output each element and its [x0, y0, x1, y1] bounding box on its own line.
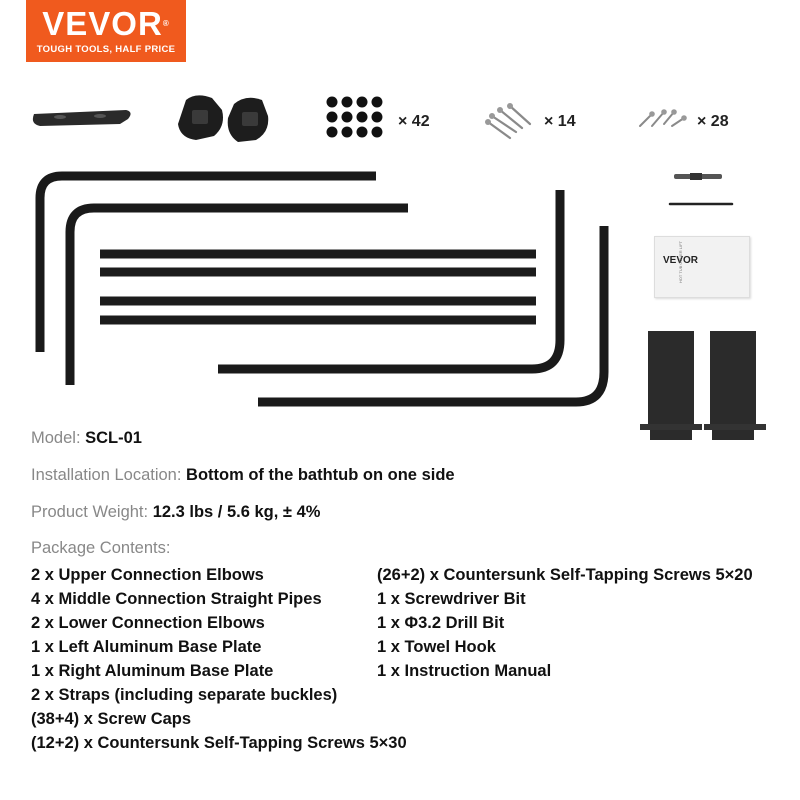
model-spec	[31, 429, 142, 448]
long-screws-image	[485, 103, 530, 138]
list-item: 2 x Straps (including separate buckles)	[31, 686, 338, 704]
list-item: 4 x Middle Connection Straight Pipes	[31, 590, 322, 608]
model-value: SCL-01	[85, 429, 142, 447]
strap-buckles-image	[178, 95, 268, 142]
contents-list-left	[31, 563, 407, 755]
list-item: 1 x Instruction Manual	[377, 662, 552, 680]
straight-pipes-image	[100, 254, 536, 320]
location-value: Bottom of the bathtub on one side	[186, 466, 455, 484]
list-item: 2 x Lower Connection Elbows	[31, 614, 265, 632]
list-item: (26+2) x Countersunk Self-Tapping Screws 5×20	[377, 566, 753, 584]
weight-value: 12.3 lbs / 5.6 kg, ± 4%	[152, 503, 321, 521]
long-screws-quantity: × 14	[544, 113, 576, 130]
weight-label: Product Weight:	[31, 503, 149, 521]
list-item: (12+2) x Countersunk Self-Tapping Screws 5×30	[31, 734, 407, 752]
screwdriver-bit-image	[674, 173, 722, 180]
logo-tagline: TOUGH TOOLS, HALF PRICE	[36, 44, 176, 55]
manual-logo: VEVOR	[663, 255, 699, 266]
model-label: Model:	[31, 429, 81, 447]
contents-list-right	[377, 563, 753, 683]
product-weight-spec	[31, 503, 320, 522]
towel-hook-image	[33, 110, 131, 126]
list-item: 1 x Right Aluminum Base Plate	[31, 662, 274, 680]
screw-caps-image	[327, 97, 383, 138]
package-contents-heading: Package Contents:	[31, 539, 171, 557]
list-item: 1 x Φ3.2 Drill Bit	[377, 614, 505, 632]
short-screws-image	[640, 109, 687, 126]
lower-elbows-image	[218, 190, 604, 402]
list-item: 1 x Screwdriver Bit	[377, 590, 526, 608]
list-item: (38+4) x Screw Caps	[31, 710, 192, 728]
screw-caps-quantity: × 42	[398, 113, 430, 130]
location-label: Installation Location:	[31, 466, 182, 484]
instruction-manual-image	[654, 236, 750, 298]
list-item: 1 x Left Aluminum Base Plate	[31, 638, 262, 656]
upper-elbows-image	[40, 176, 408, 385]
manual-title: HOT TUB COVER LIFT	[678, 241, 683, 284]
short-screws-quantity: × 28	[697, 113, 729, 130]
left-base-plate-image	[640, 331, 702, 440]
logo-trademark: ®	[162, 19, 170, 28]
list-item: 1 x Towel Hook	[377, 638, 496, 656]
logo-brand: VEVOR	[42, 5, 163, 42]
installation-location-spec	[31, 466, 455, 485]
list-item: 2 x Upper Connection Elbows	[31, 566, 264, 584]
right-base-plate-image	[704, 331, 766, 440]
